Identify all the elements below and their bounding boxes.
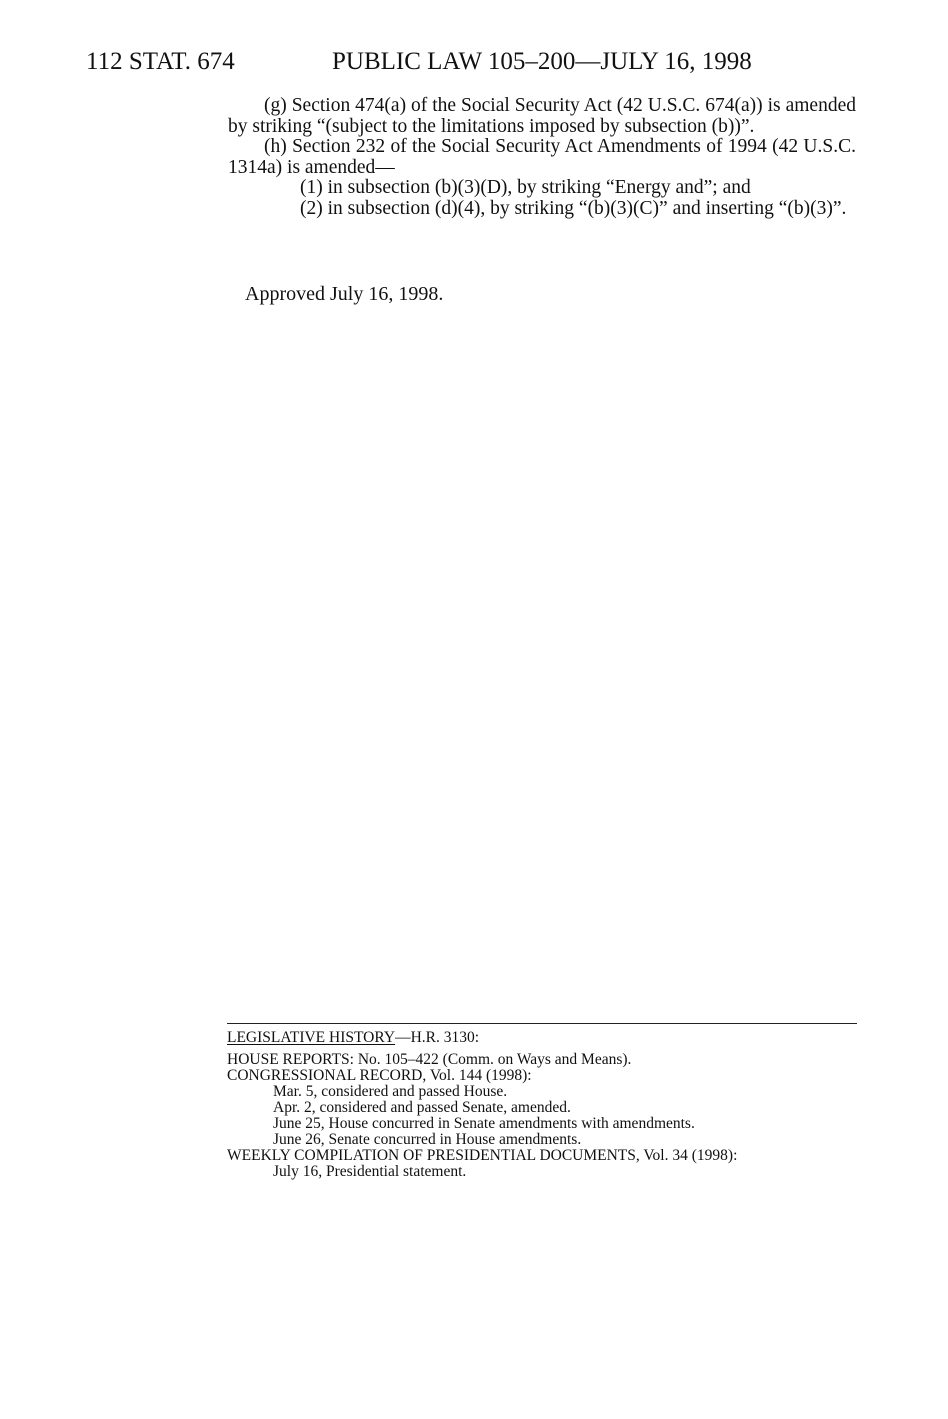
record-entry-june-25: June 25, House concurred in Senate amendments with amendments. bbox=[273, 1115, 695, 1132]
record-entry-june-26: June 26, Senate concurred in House amendments. bbox=[273, 1131, 582, 1148]
congressional-record-line: CONGRESSIONAL RECORD, Vol. 144 (1998): bbox=[227, 1067, 532, 1084]
clause-1-paragraph: (1) in subsection (b)(3)(D), by striking “Energy and”; and bbox=[300, 177, 751, 198]
statutes-page-number: 112 STAT. 674 bbox=[86, 48, 235, 75]
law-body-text bbox=[228, 96, 856, 219]
compilation-entry-july-16: July 16, Presidential statement. bbox=[273, 1163, 467, 1180]
record-entry-apr-2: Apr. 2, considered and passed Senate, amended. bbox=[273, 1099, 571, 1116]
history-heading-label: LEGISLATIVE HISTORY bbox=[227, 1029, 396, 1046]
legislative-history-block bbox=[227, 1023, 857, 1180]
house-reports-line: HOUSE REPORTS: No. 105–422 (Comm. on Ways and Means). bbox=[227, 1051, 632, 1068]
approval-date-line: Approved July 16, 1998. bbox=[245, 283, 444, 305]
history-divider-rule bbox=[227, 1023, 857, 1024]
subsection-h-paragraph: (h) Section 232 of the Social Security Act Amendments of 1994 (42 U.S.C. 1314a) is amended— bbox=[228, 136, 856, 178]
running-head bbox=[86, 46, 866, 78]
history-heading-bill: —H.R. 3130: bbox=[395, 1029, 480, 1046]
record-entry-mar-5: Mar. 5, considered and passed House. bbox=[273, 1083, 508, 1100]
clause-2-paragraph: (2) in subsection (d)(4), by striking “(b)(3)(C)” and inserting “(b)(3)”. bbox=[300, 197, 847, 219]
public-law-title: PUBLIC LAW 105–200—JULY 16, 1998 bbox=[332, 48, 752, 75]
subsection-g-paragraph: (g) Section 474(a) of the Social Security Act (42 U.S.C. 674(a)) is amended by striking “(subject to the limitations imposed by subsection (b))”. bbox=[228, 95, 856, 137]
weekly-compilation-line: WEEKLY COMPILATION OF PRESIDENTIAL DOCUMENTS, Vol. 34 (1998): bbox=[227, 1147, 738, 1164]
history-heading bbox=[227, 1030, 857, 1046]
